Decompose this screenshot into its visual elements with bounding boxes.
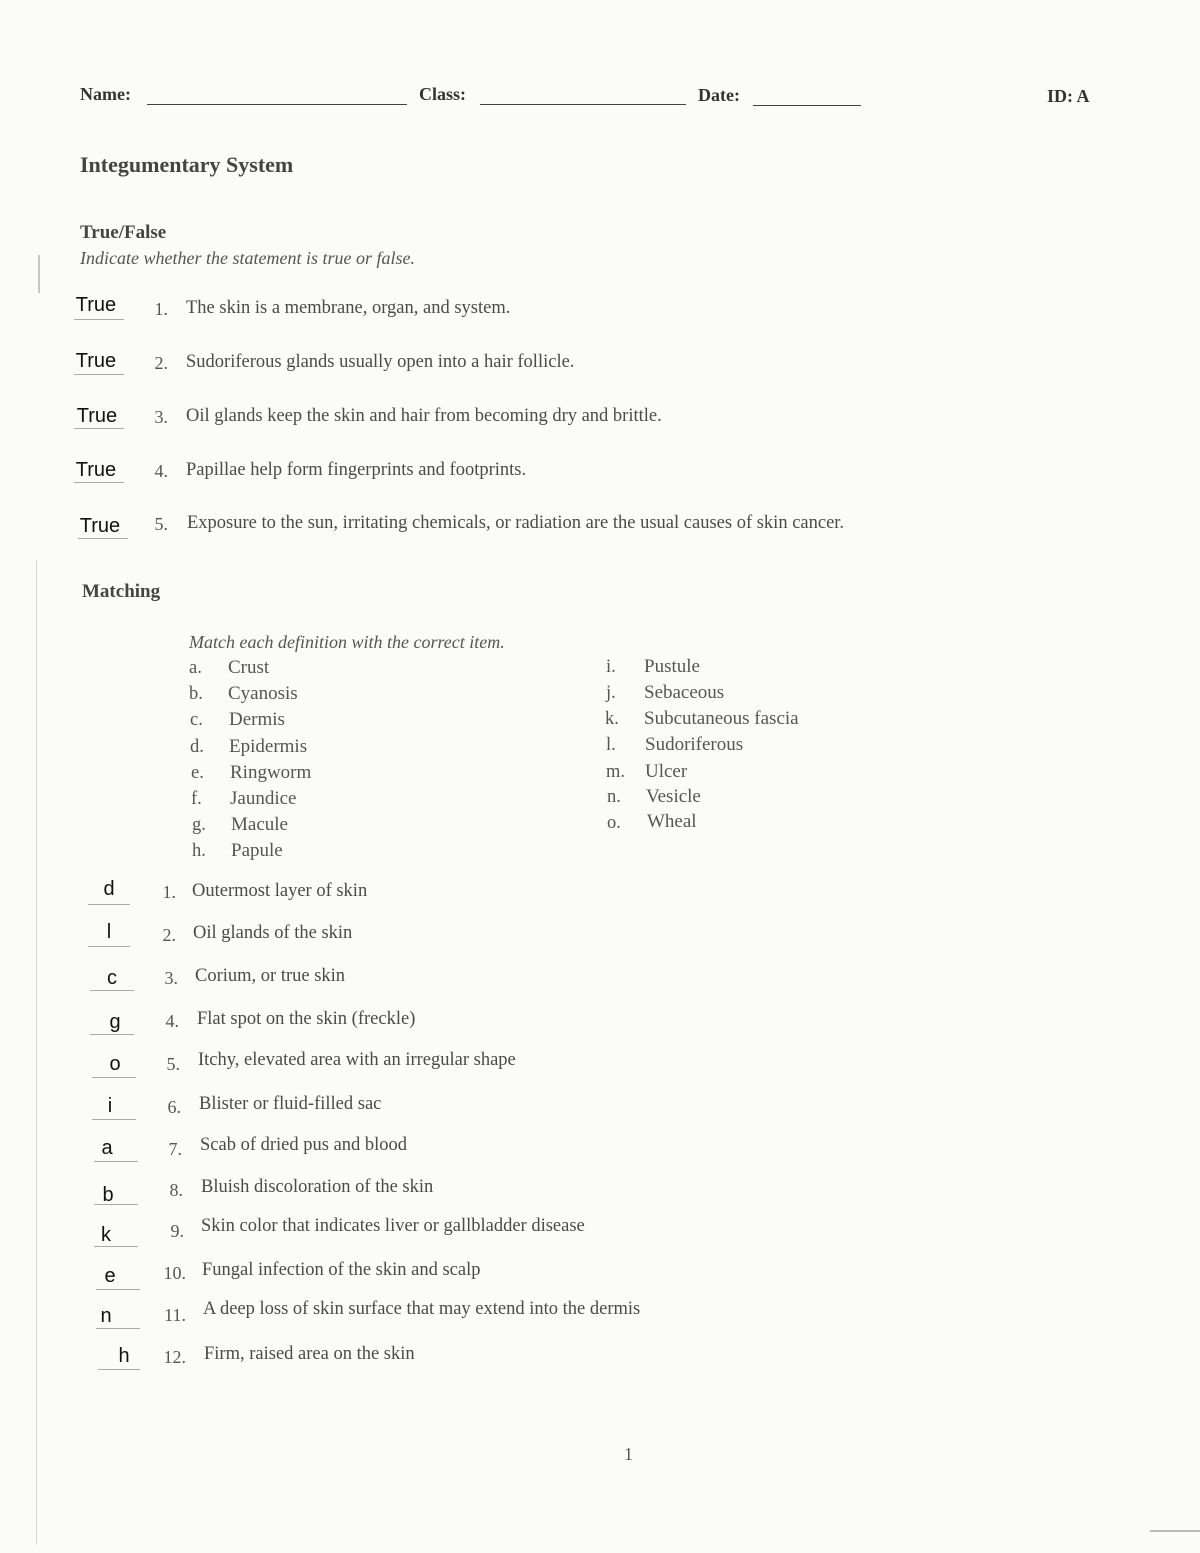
question-number: 10.: [163, 1263, 186, 1283]
option-letter: l.: [606, 735, 616, 755]
name-field[interactable]: [147, 104, 407, 105]
answer-blank[interactable]: [96, 1328, 140, 1329]
question-text: Oil glands keep the skin and hair from becoming dry and brittle.: [186, 406, 662, 426]
answer-blank[interactable]: [92, 1119, 136, 1120]
answer-blank[interactable]: [96, 1289, 140, 1290]
question-number: 5.: [166, 1054, 180, 1074]
question-number: 5.: [154, 514, 168, 534]
date-field[interactable]: [753, 105, 861, 106]
answer-value: a: [101, 1137, 113, 1159]
answer-value: k: [101, 1224, 111, 1246]
answer-blank[interactable]: [74, 428, 124, 429]
question-text: Sudoriferous glands usually open into a hair follicle.: [186, 352, 575, 372]
answer-blank[interactable]: [90, 990, 134, 991]
question-number: 11.: [164, 1305, 186, 1325]
answer-value: True: [75, 350, 117, 372]
option-term: Sudoriferous: [645, 734, 744, 755]
question-text: Firm, raised area on the skin: [204, 1344, 415, 1364]
scan-edge: [36, 560, 37, 1545]
answer-blank[interactable]: [74, 374, 124, 375]
option-term: Sebaceous: [644, 682, 725, 703]
answer-value: c: [107, 967, 117, 989]
option-letter: m.: [606, 762, 626, 782]
answer-value: n: [100, 1305, 112, 1327]
option-term: Jaundice: [230, 788, 297, 809]
question-text: Outermost layer of skin: [192, 881, 368, 901]
answer-value: True: [75, 294, 117, 316]
option-letter: f.: [191, 789, 202, 809]
name-label: Name:: [80, 84, 131, 104]
class-field[interactable]: [480, 104, 686, 105]
option-term: Ringworm: [230, 762, 312, 783]
option-term: Cyanosis: [228, 683, 298, 704]
page-title: Integumentary System: [80, 152, 294, 177]
question-number: 3.: [164, 968, 178, 988]
matching-heading: Matching: [82, 581, 161, 602]
answer-value: i: [107, 1095, 113, 1117]
answer-blank[interactable]: [92, 1077, 136, 1078]
question-text: The skin is a membrane, organ, and system.: [186, 298, 511, 318]
option-letter: c.: [190, 710, 203, 730]
option-term: Macule: [231, 814, 288, 835]
question-number: 8.: [169, 1180, 183, 1200]
question-number: 12.: [163, 1347, 186, 1367]
question-text: Papillae help form fingerprints and footprints.: [186, 460, 527, 480]
option-letter: k.: [605, 709, 619, 729]
scan-corner-mark: [1150, 1530, 1200, 1532]
question-number: 2.: [162, 925, 176, 945]
answer-value: d: [103, 878, 115, 900]
answer-value: h: [118, 1345, 130, 1367]
answer-value: e: [104, 1265, 116, 1287]
answer-blank[interactable]: [94, 1246, 138, 1247]
true-false-instruction: Indicate whether the statement is true or false.: [80, 248, 415, 268]
option-term: Papule: [231, 840, 283, 861]
option-term: Epidermis: [229, 736, 308, 757]
answer-value: g: [109, 1011, 121, 1033]
question-text: Scab of dried pus and blood: [200, 1135, 408, 1155]
option-letter: g.: [192, 815, 206, 835]
option-letter: a.: [189, 658, 202, 678]
option-term: Subcutaneous fascia: [644, 708, 799, 729]
question-number: 6.: [167, 1097, 181, 1117]
answer-blank[interactable]: [88, 946, 130, 947]
option-term: Wheal: [647, 811, 697, 832]
question-number: 7.: [168, 1139, 182, 1159]
option-letter: o.: [607, 813, 621, 833]
option-letter: b.: [189, 684, 203, 704]
matching-instruction: Match each definition with the correct item.: [189, 632, 505, 652]
answer-value: l: [106, 921, 112, 943]
option-term: Ulcer: [645, 761, 688, 782]
page-number: 1: [624, 1444, 633, 1464]
answer-value: b: [102, 1184, 114, 1206]
question-number: 2.: [154, 353, 168, 373]
answer-blank[interactable]: [78, 538, 128, 539]
question-number: 9.: [170, 1221, 184, 1241]
option-letter: j.: [606, 683, 616, 703]
answer-value: True: [79, 515, 121, 537]
answer-blank[interactable]: [94, 1204, 138, 1205]
date-label: Date:: [698, 85, 740, 105]
option-term: Pustule: [644, 656, 700, 677]
question-text: Oil glands of the skin: [193, 923, 353, 943]
option-term: Vesicle: [646, 786, 701, 807]
answer-blank[interactable]: [90, 1034, 134, 1035]
answer-value: True: [75, 459, 117, 481]
answer-blank[interactable]: [74, 319, 124, 320]
question-text: Skin color that indicates liver or gallbladder disease: [201, 1216, 585, 1236]
question-text: Bluish discoloration of the skin: [201, 1177, 434, 1197]
option-letter: e.: [191, 763, 204, 783]
option-term: Dermis: [229, 709, 285, 730]
answer-blank[interactable]: [98, 1369, 140, 1370]
class-label: Class:: [419, 84, 467, 104]
question-number: 4.: [154, 461, 168, 481]
option-letter: n.: [607, 787, 621, 807]
question-text: Fungal infection of the skin and scalp: [202, 1260, 481, 1280]
question-text: Flat spot on the skin (freckle): [197, 1009, 416, 1029]
question-text: Blister or fluid-filled sac: [199, 1094, 382, 1114]
true-false-heading: True/False: [80, 222, 167, 243]
id-label: ID: A: [1047, 86, 1090, 106]
question-text: Exposure to the sun, irritating chemicals, or radiation are the usual causes of skin cancer.: [187, 513, 845, 533]
question-text: A deep loss of skin surface that may extend into the dermis: [203, 1299, 641, 1319]
answer-blank[interactable]: [94, 1161, 138, 1162]
option-letter: d.: [190, 737, 204, 757]
question-text: Corium, or true skin: [195, 966, 346, 986]
question-text: Itchy, elevated area with an irregular shape: [198, 1050, 516, 1070]
answer-value: True: [76, 405, 118, 427]
question-number: 1.: [162, 882, 176, 902]
answer-blank[interactable]: [74, 482, 124, 483]
question-number: 1.: [154, 299, 168, 319]
question-number: 4.: [165, 1011, 179, 1031]
option-letter: i.: [606, 657, 616, 677]
scan-mark: [38, 255, 40, 293]
answer-value: o: [109, 1053, 121, 1075]
question-number: 3.: [154, 407, 168, 427]
answer-blank[interactable]: [88, 904, 130, 905]
option-term: Crust: [228, 657, 270, 678]
option-letter: h.: [192, 841, 206, 861]
